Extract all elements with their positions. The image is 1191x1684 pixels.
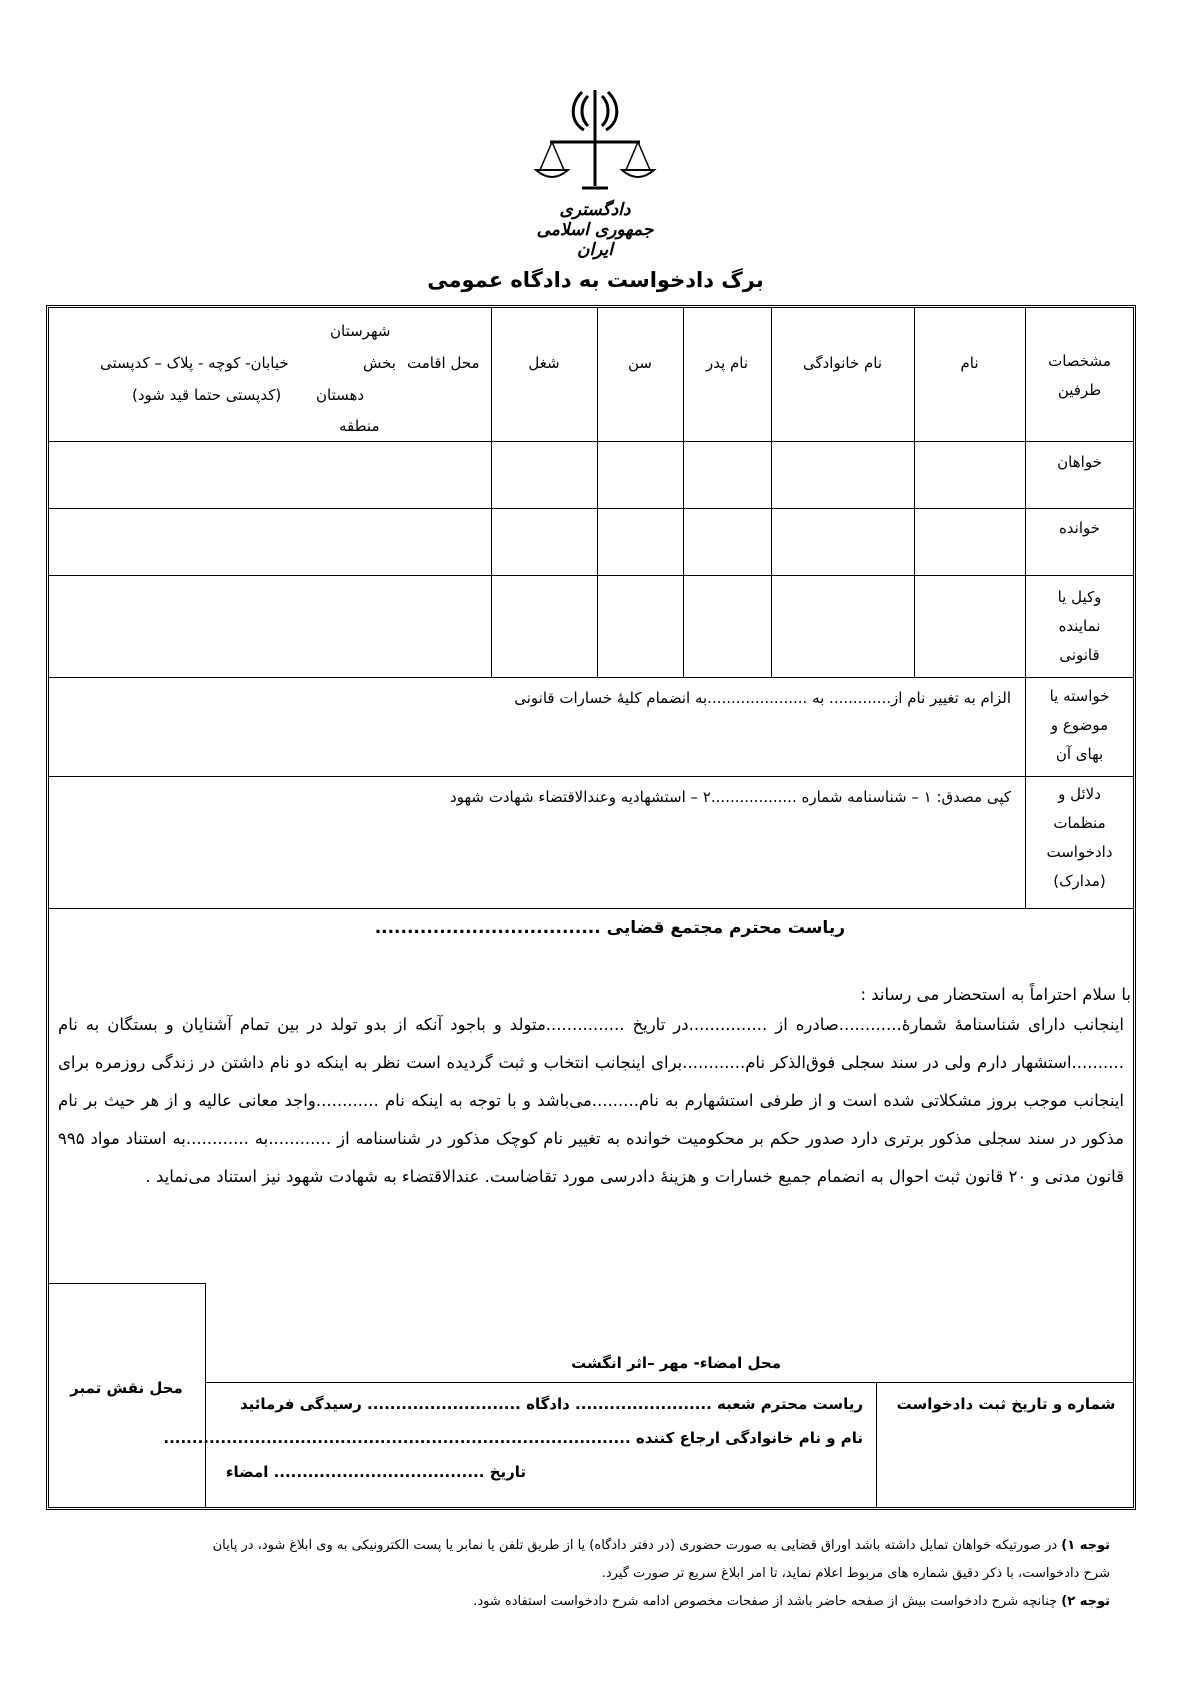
referrer-line[interactable]: نام و نام خانوادگی ارجاع کننده .................................................................................. — [163, 1429, 863, 1447]
note1-label: توجه ۱) — [1061, 1538, 1110, 1553]
defendant-fields[interactable] — [48, 508, 1025, 575]
note1-line2: شرح دادخواست، با ذکر دقیق شماره های مربوط اعلام نماید، تا امر ابلاغ سریع تر صورت گیرد. — [601, 1566, 1110, 1581]
column-job: شغل — [528, 354, 560, 372]
notes — [80, 1532, 1110, 1616]
letter-addressee: ریاست محترم مجتمع قضایی ................................... — [374, 918, 845, 938]
registration-label: شماره و تاریخ ثبت دادخواست — [896, 1395, 1116, 1413]
column-residence: محل اقامت — [407, 354, 480, 372]
column-family-name: نام خانوادگی — [802, 354, 883, 372]
residence-street-label: خیابان- کوچه - پلاک – کدپستی — [100, 354, 289, 372]
scales-of-justice-icon — [530, 82, 660, 192]
residence-region-label: منطقه — [339, 417, 380, 435]
residence-section-label: بخش — [363, 354, 396, 372]
row-lawyer: وکیل یا نماینده قانونی — [1057, 588, 1102, 664]
residence-village-label: دهستان — [316, 386, 365, 404]
form-title: برگ دادخواست به دادگاه عمومی — [427, 268, 764, 292]
residence-city-label: شهرستان — [330, 322, 391, 340]
letter-greeting: با سلام احتراماً به استحضار می رساند : — [860, 985, 1131, 1004]
note2-text: چنانچه شرح دادخواست بیش از صفحه حاضر باشد از صفحات مخصوص ادامه شرح دادخواست استفاده شود. — [473, 1594, 1058, 1609]
column-age: سن — [628, 354, 652, 372]
claim-label: خواسته یا موضوع و بهای آن — [1049, 687, 1110, 763]
postcode-note: (کدپستی حتما قید شود) — [132, 386, 282, 404]
note1-line1: در صورتیکه خواهان تمایل داشته باشد اوراق قضایی به صورت حضوری (در دفتر دادگاه) یا از طریق تلفن یا نمابر یا پست الکترونیکی به وی ابلاغ شود، در پایان — [212, 1538, 1058, 1553]
date-signature-line[interactable]: تاریخ ..................................... امضاء — [225, 1463, 526, 1481]
letter-body[interactable]: اینجانب دارای شناسنامهٔ شمارهٔ............صادره از ...............در تاریخ ...............متولد و باجود آنکه از بدو تولد در بین تمام آشنایان و بستگان به نام ..........استشهار دارم ولی در سند سجلی فوق‌الذکر نام............برای اینجانب انتخاب و ثبت گردیده است نظر به اینکه دو نام داشتن در زندگی روزمره برای اینجانب موجب بروز مشکلاتی شده است و از طرفی استشهارم به نام.........می‌باشد و با توجه به اینکه نام ............واجد معانی عالیه و از هر حیث بر نام مذکور در سند سجلی مذکور برتری دارد صدور حکم بر محکومیت خوانده به تغییر نام کوچک مذکور در شناسنامه از ............به ............به استناد مواد ۹۹۵ قانون مدنی و ۲۰ قانون ثبت احوال به انضمام جمیع خسارات و هزینهٔ دادرسی مورد تقاضاست. عندالاقتضاء به شهادت شهود نیز استناد می‌نماید . — [58, 1015, 1124, 1186]
lawyer-fields[interactable] — [48, 575, 1025, 677]
row-defendant: خوانده — [1058, 519, 1101, 537]
column-father-name: نام پدر — [705, 354, 749, 372]
branch-line[interactable]: ریاست محترم شعبه ........................ دادگاه ........................... رسیدگی فرمائید — [240, 1395, 863, 1413]
plaintiff-fields[interactable] — [48, 441, 1025, 508]
stamp-place: محل نقش تمبر — [70, 1379, 183, 1397]
judiciary-emblem — [530, 82, 660, 260]
signature-place[interactable]: محل امضاء- مهر –اثر انگشت — [571, 1354, 781, 1372]
evidence-label: دلائل و منظمات دادخواست (مدارک) — [1046, 785, 1113, 890]
column-name: نام — [960, 354, 979, 372]
claim-value[interactable]: الزام به تغییر نام از............. به .....................به انضمام کلیهٔ خسارات قانونی — [514, 689, 1011, 707]
org-name: دادگستری جمهوری اسلامی ایران — [536, 200, 654, 260]
evidence-value[interactable]: کپی مصدق: ۱ – شناسنامه شماره ..................۲ – استشهادیه وعندالاقتضاء شهادت شهود — [450, 788, 1011, 806]
note2-label: توجه ۲) — [1061, 1594, 1110, 1609]
parties-label: مشخصات طرفین — [1048, 352, 1111, 399]
row-plaintiff: خواهان — [1057, 453, 1102, 471]
